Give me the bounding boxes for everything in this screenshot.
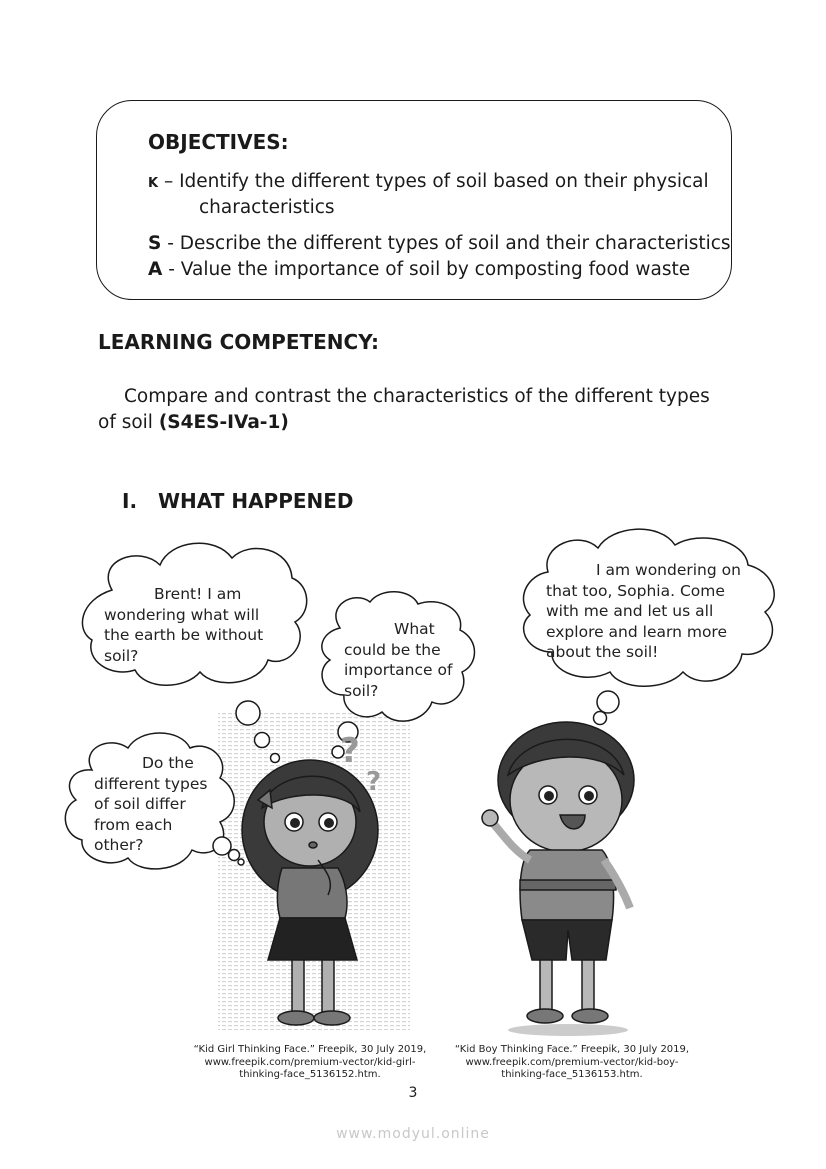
credit-girl-line: www.freepik.com/premium-vector/kid-girl-	[204, 1056, 416, 1068]
objective-s-text: - Describe the different types of soil and their characteristics	[161, 233, 731, 254]
objective-a-letter: A	[148, 259, 163, 280]
section-number: I.	[122, 489, 138, 513]
section-title: WHAT HAPPENED	[158, 489, 354, 513]
bubble-girl2-line: What	[394, 620, 435, 638]
watermark: www.modyul.online	[336, 1126, 490, 1142]
svg-text:?: ?	[366, 767, 382, 797]
bubble-boy-line: about the soil!	[546, 643, 659, 661]
objective-k-letter: K	[148, 176, 159, 191]
bubble-girl1-line: Brent! I am	[154, 585, 242, 603]
objectives-heading: OBJECTIVES:	[148, 130, 289, 154]
bubble-girl3-line: Do the	[142, 754, 194, 772]
bubble-text-boy	[546, 560, 741, 663]
bubble-girl3-line: from each	[94, 815, 173, 834]
boy-figure	[482, 722, 634, 1036]
bubble-girl2-line: could be the	[344, 640, 441, 659]
credit-girl-line: “Kid Girl Thinking Face.” Freepik, 30 July 2019,	[193, 1044, 427, 1055]
credit-boy-line: “Kid Boy Thinking Face.” Freepik, 30 July 2019,	[454, 1044, 690, 1055]
competency-line-1: Compare and contrast the characteristics of the different types	[124, 386, 710, 407]
bubble-girl1-line: the earth be without	[104, 626, 264, 644]
bubble-girl3-line: different types	[94, 774, 208, 793]
credit-girl	[190, 1044, 430, 1082]
competency-code: (S4ES-IVa-1)	[158, 412, 289, 433]
bubble-boy-line: with me and let us all	[546, 602, 714, 620]
bubble-text-girl1	[104, 584, 263, 666]
bubble-girl1-line: wondering what will	[104, 605, 260, 624]
credit-boy-line: thinking-face_5136153.htm.	[501, 1069, 643, 1080]
learning-competency-heading: LEARNING COMPETENCY:	[98, 330, 379, 354]
objective-k-text-cont: characteristics	[199, 197, 335, 218]
bubble-girl2-line: importance of	[344, 661, 453, 679]
credit-boy	[452, 1044, 692, 1082]
objective-s-letter: S	[148, 233, 162, 254]
svg-text:?: ?	[340, 731, 360, 771]
bubble-boy-line: I am wondering on	[596, 561, 741, 579]
bubble-boy-line: that too, Sophia. Come	[546, 581, 725, 600]
bubble-girl1-line: soil?	[104, 646, 139, 665]
credit-boy-line: www.freepik.com/premium-vector/kid-boy-	[465, 1056, 679, 1068]
page-number: 3	[408, 1085, 418, 1101]
bubble-text-girl2	[344, 619, 452, 701]
credit-girl-line: thinking-face_5136152.htm.	[239, 1069, 381, 1080]
bubble-girl2-line: soil?	[344, 681, 379, 700]
objective-k-text: – Identify the different types of soil based on their physical	[158, 171, 709, 192]
bubble-text-girl3	[94, 753, 207, 856]
competency-line-2-text: of soil	[98, 412, 159, 433]
bubble-boy-line: explore and learn more	[546, 622, 727, 641]
bubble-girl3-line: other?	[94, 836, 144, 854]
objective-a-text: - Value the importance of soil by composting food waste	[162, 259, 691, 280]
bubble-girl3-line: of soil differ	[94, 795, 186, 813]
